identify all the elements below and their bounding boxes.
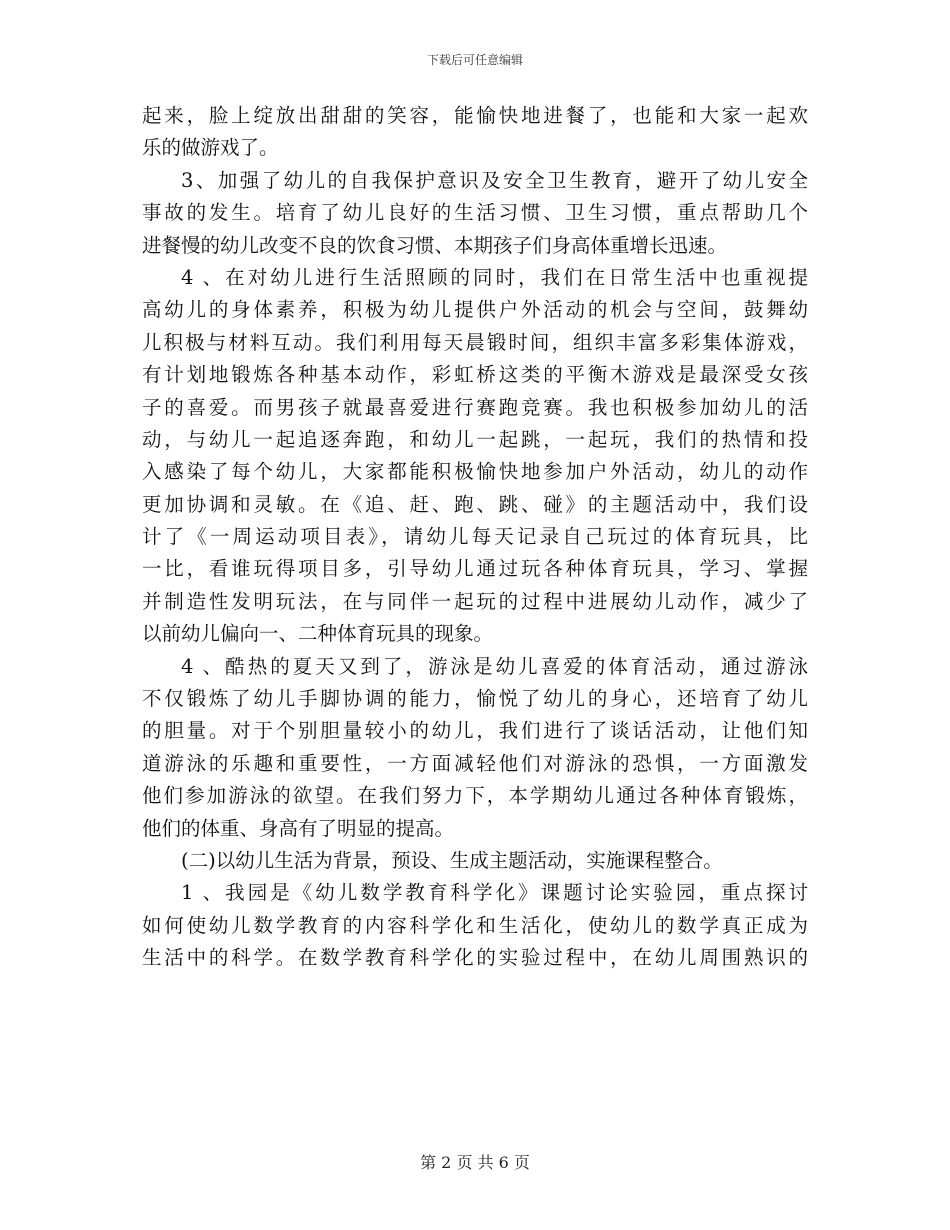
document-body bbox=[142, 100, 808, 975]
text-line: 入感染了每个幼儿，大家都能积极愉快地参加户外活动，幼儿的动作 bbox=[142, 460, 808, 484]
text-line: 事故的发生。培育了幼儿良好的生活习惯、卫生习惯，重点帮助几个 bbox=[142, 201, 808, 225]
text-line: 3、加强了幼儿的自我保护意识及安全卫生教育，避开了幼儿安全 bbox=[181, 168, 808, 192]
text-line: 起来，脸上绽放出甜甜的笑容，能愉快地进餐了，也能和大家一起欢 bbox=[142, 104, 808, 127]
text-line: 道游泳的乐趣和重要性，一方面减轻他们对游泳的恐惧，一方面激发 bbox=[142, 751, 808, 775]
page-header: 下载后可任意编辑 bbox=[426, 53, 523, 67]
text-line: 4 、在对幼儿进行生活照顾的同时，我们在日常生活中也重视提 bbox=[181, 265, 808, 289]
text-line: 子的喜爱。而男孩子就最喜爱进行赛跑竞赛。我也积极参加幼儿的活 bbox=[142, 395, 808, 419]
text-line: 有计划地锻炼各种基本动作，彩虹桥这类的平衡木游戏是最深受女孩 bbox=[142, 363, 808, 387]
text-line: 动，与幼儿一起追逐奔跑，和幼儿一起跳，一起玩，我们的热情和投 bbox=[142, 427, 808, 451]
text-line: 如何使幼儿数学教育的内容科学化和生活化，使幼儿的数学真正成为 bbox=[142, 913, 808, 937]
text-line: 儿积极与材料互动。我们利用每天晨锻时间，组织丰富多彩集体游戏， bbox=[142, 330, 808, 354]
text-line: 进餐慢的幼儿改变不良的饮食习惯、本期孩子们身高体重增长迅速。 bbox=[142, 233, 728, 257]
text-line: 他们参加游泳的欲望。在我们努力下，本学期幼儿通过各种体育锻炼， bbox=[142, 784, 808, 808]
text-line: 计了《一周运动项目表》，请幼儿每天记录自己玩过的体育玩具，比 bbox=[142, 525, 808, 549]
text-line: 4 、酷热的夏天又到了，游泳是幼儿喜爱的体育活动，通过游泳 bbox=[181, 654, 808, 678]
text-line: 更加协调和灵敏。在《追、赶、跑、跳、碰》的主题活动中，我们设 bbox=[142, 492, 808, 516]
text-line: 以前幼儿偏向一、二种体育玩具的现象。 bbox=[142, 622, 494, 646]
text-line: (二)以幼儿生活为背景，预设、生成主题活动，实施课程整合。 bbox=[181, 848, 723, 872]
text-line: 并制造性发明玩法，在与同伴一起玩的过程中进展幼儿动作，减少了 bbox=[142, 589, 808, 613]
text-line: 不仅锻炼了幼儿手脚协调的能力，愉悦了幼儿的身心，还培育了幼儿 bbox=[142, 687, 808, 711]
text-line: 一比，看谁玩得项目多，引导幼儿通过玩各种体育玩具，学习、掌握 bbox=[142, 557, 808, 581]
text-line: 生活中的科学。在数学教育科学化的实验过程中，在幼儿周围熟识的 bbox=[142, 946, 808, 970]
page-footer: 第 2 页 共 6 页 bbox=[420, 1153, 530, 1172]
text-line: 的胆量。对于个别胆量较小的幼儿，我们进行了谈话活动，让他们知 bbox=[142, 719, 808, 743]
text-line: 1 、我园是《幼儿数学教育科学化》课题讨论实验园，重点探讨 bbox=[181, 881, 808, 905]
text-line: 他们的体重、身高有了明显的提高。 bbox=[142, 816, 455, 840]
text-line: 乐的做游戏了。 bbox=[142, 136, 279, 160]
text-line: 高幼儿的身体素养，积极为幼儿提供户外活动的机会与空间，鼓舞幼 bbox=[142, 298, 808, 322]
